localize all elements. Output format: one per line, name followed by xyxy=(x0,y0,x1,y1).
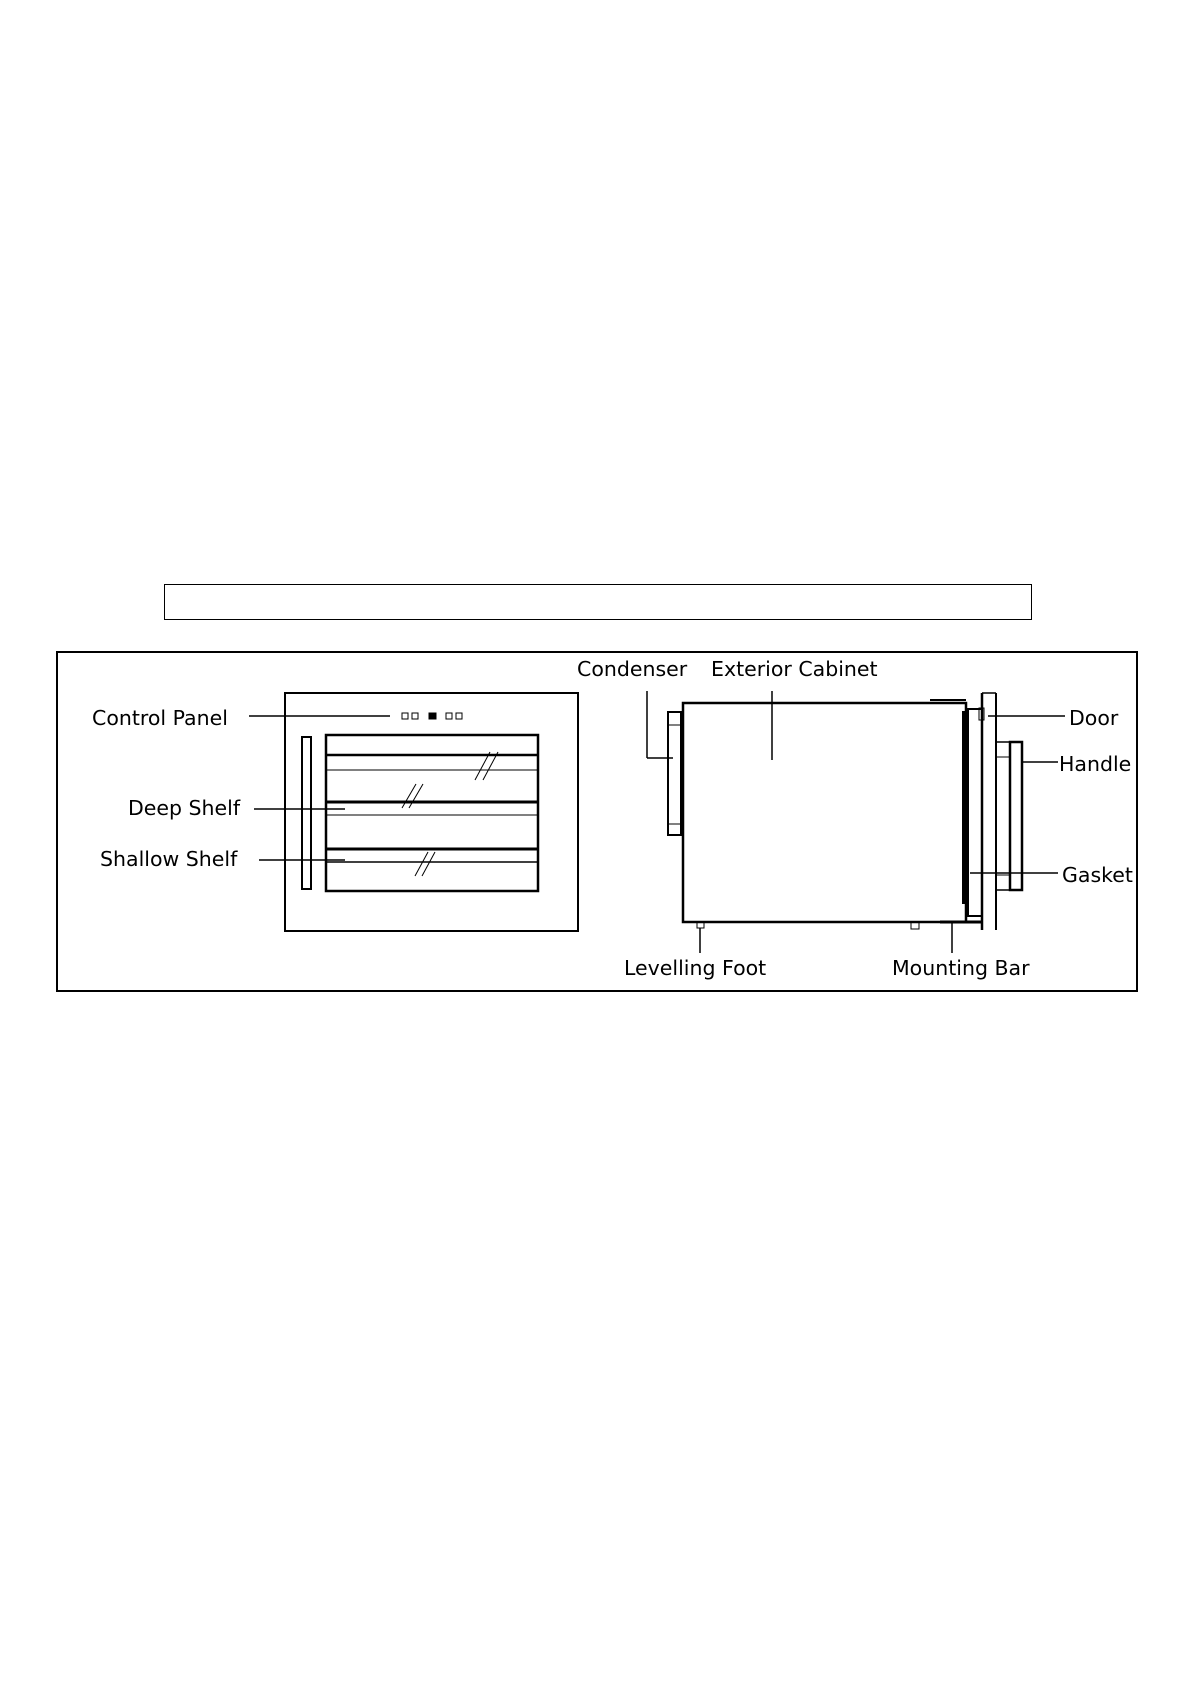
exterior-cabinet-body xyxy=(683,703,966,922)
label-exterior-cabinet: Exterior Cabinet xyxy=(711,657,878,681)
door xyxy=(968,709,982,916)
condenser xyxy=(668,712,681,835)
front-glass-door xyxy=(326,735,538,891)
label-control-panel: Control Panel xyxy=(92,706,228,730)
control-panel-buttons xyxy=(402,713,462,719)
label-levelling-foot: Levelling Foot xyxy=(624,956,767,980)
label-mounting-bar: Mounting Bar xyxy=(892,956,1030,980)
label-shallow-shelf: Shallow Shelf xyxy=(100,847,238,871)
label-handle: Handle xyxy=(1059,752,1132,776)
label-deep-shelf: Deep Shelf xyxy=(128,796,241,820)
front-outer-frame xyxy=(285,693,578,931)
front-door-handle xyxy=(302,737,311,889)
handle xyxy=(1010,742,1022,890)
label-door: Door xyxy=(1069,706,1119,730)
label-condenser: Condenser xyxy=(577,657,688,681)
label-gasket: Gasket xyxy=(1062,863,1133,887)
